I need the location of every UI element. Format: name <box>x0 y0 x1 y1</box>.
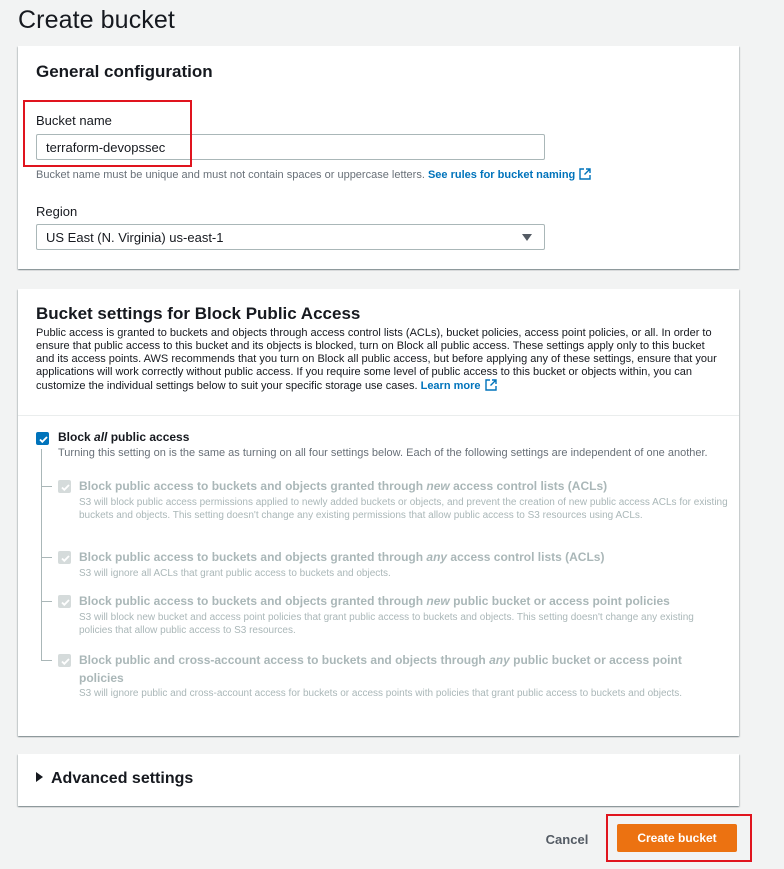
general-configuration-panel <box>18 46 739 269</box>
page-title: Create bucket <box>18 6 175 34</box>
block-any-policies-description: S3 will ignore public and cross-account access for buckets or access points with policies that grant public access to buckets and objects. <box>79 688 683 699</box>
advanced-settings-panel[interactable] <box>18 754 739 806</box>
option-label-post: public bucket or access point <box>509 653 682 667</box>
tree-branch <box>41 660 52 661</box>
option-label-post: access control lists (ACLs) <box>447 550 605 564</box>
block-public-access-description-text: Public access is granted to buckets and objects through access control lists (ACLs), bucket policies, access point policies, or all. In order to ensure that public access to this bucket and its objects is blocked, turn on Block all public access. These settings apply only to this bucket and its access points. AWS recommends that you turn on Block all public access, but before applying any of these settings, ensure that your applications will work correctly without public access. If you require some level of public access to this bucket or objects within, you can customize the individual settings below to suit your specific storage use cases. <box>36 327 717 392</box>
checkmark-icon <box>38 434 49 445</box>
region-select-value: US East (N. Virginia) us-east-1 <box>46 230 224 245</box>
learn-more-link-text[interactable]: Learn more <box>420 380 481 392</box>
block-new-policies-label <box>79 594 670 608</box>
option-label-em: any <box>489 653 510 667</box>
checkmark-icon <box>60 597 71 608</box>
block-any-acls-checkbox[interactable] <box>58 551 71 564</box>
checkmark-icon <box>60 553 71 564</box>
general-configuration-header: General configuration <box>36 62 213 81</box>
block-all-public-access-checkbox[interactable] <box>36 432 49 445</box>
tree-branch <box>41 601 52 602</box>
create-bucket-button[interactable]: Create bucket <box>617 824 737 852</box>
region-label: Region <box>36 204 78 219</box>
tree-branch <box>41 557 52 558</box>
block-any-acls-label <box>79 550 604 564</box>
section-divider <box>18 415 739 416</box>
block-any-policies-label-line2: policies <box>79 671 124 685</box>
advanced-settings-toggle[interactable] <box>36 770 193 788</box>
advanced-settings-label: Advanced settings <box>51 770 194 787</box>
option-label-post: access control lists (ACLs) <box>449 479 608 493</box>
block-any-acls-description: S3 will ignore all ACLs that grant public access to buckets and objects. <box>79 568 391 579</box>
checkmark-icon <box>60 656 71 667</box>
block-public-access-panel <box>18 289 739 736</box>
bucket-name-hint-text: Bucket name must be unique and must not contain spaces or uppercase letters. <box>36 169 425 181</box>
learn-more-link[interactable] <box>421 380 497 392</box>
naming-rules-link-text[interactable]: See rules for bucket naming <box>427 169 576 181</box>
block-all-public-access-description: Turning this setting on is the same as turning on all four settings below. Each of the following settings are independent of one another. <box>58 447 708 459</box>
option-label-post: public bucket or access point policies <box>449 594 670 608</box>
block-all-label-post: public access <box>107 430 190 444</box>
external-link-icon <box>485 379 497 391</box>
tree-line <box>41 449 42 661</box>
option-label-pre: Block public access to buckets and objects granted through <box>79 479 427 493</box>
option-label-em: new <box>426 594 450 608</box>
option-label-em: new <box>426 479 450 493</box>
option-label-pre: Block public and cross-account access to buckets and objects through <box>79 653 490 667</box>
block-new-acls-checkbox[interactable] <box>58 480 71 493</box>
option-label-pre: Block public access to buckets and objects granted through <box>79 594 427 608</box>
external-link-icon <box>579 168 591 180</box>
block-public-access-description <box>36 327 726 393</box>
option-label-pre: Block public access to buckets and objects granted through <box>79 550 427 564</box>
option-label-em: any <box>426 550 448 564</box>
block-new-policies-checkbox[interactable] <box>58 595 71 608</box>
block-new-policies-description: S3 will block new bucket and access point policies that grant public access to buckets and objects. This setting doesn't change any existing policies that allow public access to S3 resources. <box>79 612 694 636</box>
bucket-name-input[interactable] <box>36 134 545 160</box>
caret-right-icon <box>36 772 43 782</box>
naming-rules-link[interactable] <box>428 169 591 181</box>
bucket-name-hint <box>36 168 591 181</box>
cancel-button[interactable]: Cancel <box>538 827 596 851</box>
block-public-access-header: Bucket settings for Block Public Access <box>36 304 361 323</box>
block-all-label-pre: Block <box>58 430 95 444</box>
bucket-name-label: Bucket name <box>36 113 112 128</box>
tree-branch <box>41 486 52 487</box>
region-select[interactable] <box>36 224 545 250</box>
block-all-public-access-label <box>58 430 189 444</box>
block-new-acls-description: S3 will block public access permissions applied to newly added buckets or objects, and prevent the creation of new public access ACLs for existing buckets and objects. This setting doesn't change any existing permissions that allow public access to S3 resources using ACLs. <box>79 497 728 521</box>
caret-down-icon <box>522 234 532 241</box>
block-any-policies-label <box>79 653 682 667</box>
checkmark-icon <box>60 482 71 493</box>
block-new-acls-label <box>79 479 607 493</box>
block-all-label-em: all <box>94 430 108 444</box>
block-any-policies-checkbox[interactable] <box>58 654 71 667</box>
